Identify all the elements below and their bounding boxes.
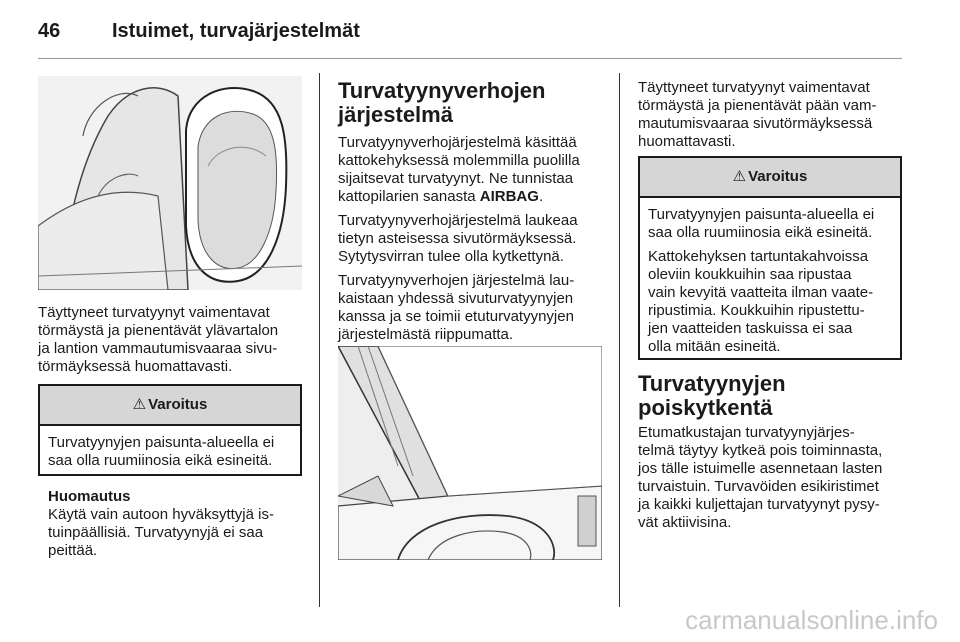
warning-line: Kattokehyksen tartuntakahvoissa bbox=[648, 248, 869, 265]
warning-paragraph bbox=[648, 206, 892, 242]
caption-line: ja lantion vammautumisvaaraa sivu- bbox=[38, 340, 278, 357]
a-pillar-drawing bbox=[338, 346, 602, 560]
note-line: Käytä vain autoon hyväksyttyjä is- bbox=[48, 506, 274, 523]
airbag-deactivation-text bbox=[638, 424, 908, 532]
column-divider-2 bbox=[619, 73, 620, 607]
paragraph-line: ja kaikki kuljettajan turvatyynyt pysy- bbox=[638, 496, 880, 513]
paragraph-line: vät aktiivisina. bbox=[638, 514, 732, 531]
warning-line: Turvatyynyjen paisunta-alueella ei bbox=[48, 434, 275, 451]
seat-airbag-caption bbox=[38, 304, 308, 376]
paragraph-line bbox=[338, 188, 610, 206]
heading-line: Turvatyynyverhojen bbox=[338, 78, 546, 103]
warning-line: ripustimia. Koukkuihin ripustettu- bbox=[648, 302, 865, 319]
paragraph-line: järjestelmästä riippumatta. bbox=[338, 326, 514, 343]
curtain-airbag-text bbox=[338, 134, 610, 350]
paragraph-line: sijaitsevat turvatyynyt. Ne tunnistaa bbox=[338, 170, 574, 187]
paragraph-line: kattokehyksessä molemmilla puolilla bbox=[338, 152, 580, 169]
paragraph-line: telmä täytyy kytkeä pois toiminnasta, bbox=[638, 442, 883, 459]
airbag-label: AIRBAG bbox=[479, 188, 539, 205]
paragraph-line: Turvatyynyverhojärjestelmä käsittää bbox=[338, 134, 577, 151]
caption-line: törmäystä ja pienentävät pään vam- bbox=[638, 97, 877, 114]
paragraph-line: Etumatkustajan turvatyynyjärjes- bbox=[638, 424, 855, 441]
warning-line: olla mitään esineitä. bbox=[648, 338, 781, 355]
warning-body bbox=[640, 198, 900, 368]
paragraph bbox=[338, 212, 610, 266]
head-airbag-caption bbox=[638, 79, 906, 151]
caption-line: huomattavasti. bbox=[638, 133, 736, 150]
warning-line: oleviin koukkuihin saa ripustaa bbox=[648, 266, 852, 283]
column-divider-1 bbox=[319, 73, 320, 607]
watermark: carmanualsonline.info bbox=[685, 605, 938, 635]
section-heading-airbag-deactivation bbox=[638, 372, 906, 420]
warning-line: jen vaatteiden taskuissa ei saa bbox=[648, 320, 853, 337]
seat-airbag-drawing bbox=[38, 76, 302, 290]
note-title: Huomautus bbox=[48, 488, 131, 505]
caption-line: mautumisvaaraa sivutörmäyksessä bbox=[638, 115, 873, 132]
heading-line: Turvatyynyjen bbox=[638, 371, 786, 396]
page-title: Istuimet, turvajärjestelmät bbox=[112, 20, 360, 42]
warning-box-2 bbox=[638, 156, 902, 360]
paragraph bbox=[338, 272, 610, 344]
paragraph-line: Sytytysvirran tulee olla kytkettynä. bbox=[338, 248, 564, 265]
warning-title: Varoitus bbox=[148, 396, 208, 413]
paragraph bbox=[338, 134, 610, 206]
warning-triangle-icon: ⚠ bbox=[732, 168, 747, 185]
note-line: tuinpäällisiä. Turvatyynyjä ei saa bbox=[48, 524, 264, 541]
warning-header bbox=[40, 386, 300, 426]
heading-line: järjestelmä bbox=[338, 102, 453, 127]
paragraph-line: kaistaan yhdessä sivuturvatyynyjen bbox=[338, 290, 574, 307]
warning-header bbox=[640, 158, 900, 198]
note-line: peittää. bbox=[48, 542, 98, 559]
paragraph-line: Turvatyynyverhojen järjestelmä lau- bbox=[338, 272, 575, 289]
warning-body bbox=[40, 426, 300, 476]
paragraph-line: Turvatyynyverhojärjestelmä laukeaa bbox=[338, 212, 578, 229]
warning-line: Turvatyynyjen paisunta-alueella ei bbox=[648, 206, 875, 223]
caption-line: Täyttyneet turvatyynyt vaimentavat bbox=[38, 304, 270, 321]
warning-triangle-icon: ⚠ bbox=[132, 396, 147, 413]
warning-line: saa olla ruumiinosia eikä esineitä. bbox=[48, 452, 273, 469]
caption-line: törmäystä ja pienentävät ylävartalon bbox=[38, 322, 279, 339]
warning-paragraph bbox=[648, 248, 892, 356]
note-block bbox=[48, 488, 308, 560]
header-rule bbox=[38, 58, 902, 59]
warning-line: vain kevyitä vaatteita ilman vaate- bbox=[648, 284, 874, 301]
heading-line: poiskytkentä bbox=[638, 395, 773, 420]
paragraph-line: turvaistuin. Turvavöiden esikiristimet bbox=[638, 478, 879, 495]
page-number: 46 bbox=[38, 20, 61, 42]
text-fragment: . bbox=[538, 188, 544, 205]
seat-airbag-illustration bbox=[38, 76, 302, 290]
paragraph-line: jos tälle istuimelle asennetaan lasten bbox=[638, 460, 883, 477]
text-fragment: kattopilarien sanasta bbox=[338, 188, 480, 205]
a-pillar-airbag-illustration bbox=[338, 346, 602, 560]
warning-line: saa olla ruumiinosia eikä esineitä. bbox=[648, 224, 873, 241]
caption-line: törmäyksessä huomattavasti. bbox=[38, 358, 233, 375]
section-heading-curtain-airbag bbox=[338, 79, 608, 127]
warning-title: Varoitus bbox=[748, 168, 808, 185]
caption-line: Täyttyneet turvatyynyt vaimentavat bbox=[638, 79, 870, 96]
warning-box-1 bbox=[38, 384, 302, 476]
paragraph-line: tietyn asteisessa sivutörmäyksessä. bbox=[338, 230, 577, 247]
paragraph-line: kanssa ja se toimii etuturvatyynyjen bbox=[338, 308, 574, 325]
